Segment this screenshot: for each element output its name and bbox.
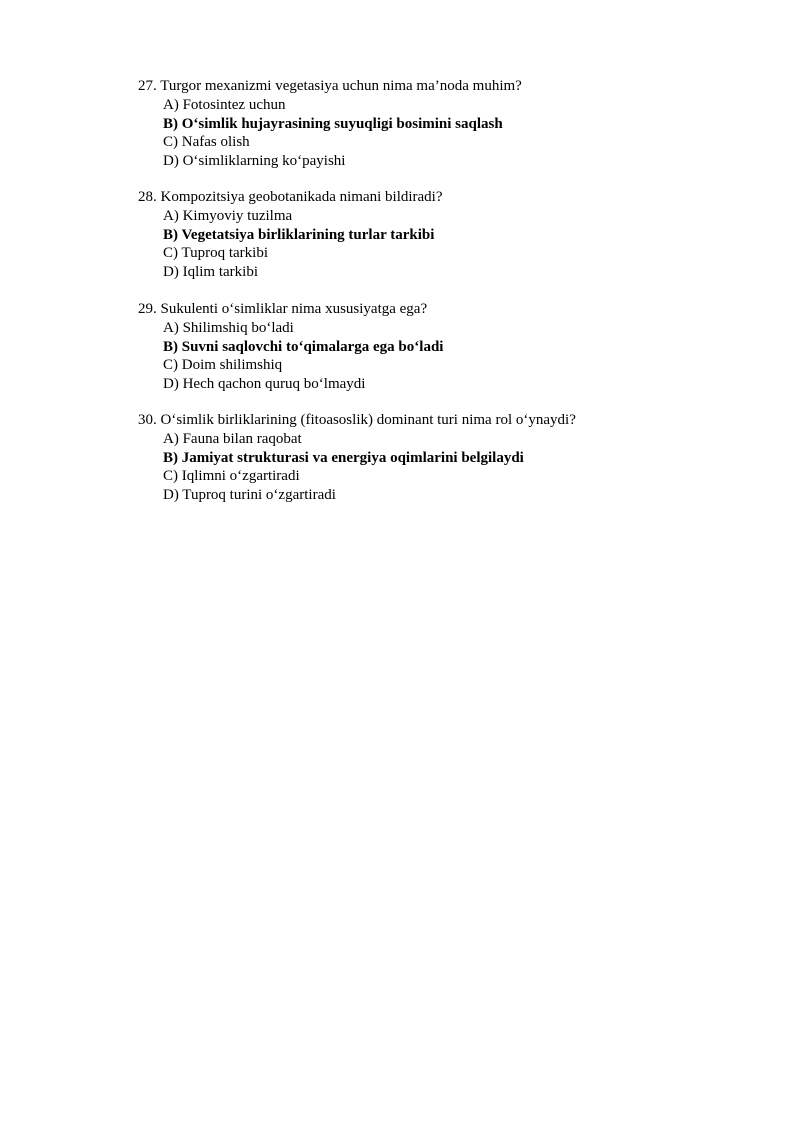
option-b-correct: B) O‘simlik hujayrasining suyuqligi bosimini saqlash: [163, 115, 503, 132]
option-c: C) Nafas olish: [163, 134, 250, 150]
option-a: A) Fauna bilan raqobat: [163, 431, 302, 447]
question-stem: 28. Kompozitsiya geobotanikada nimani bildiradi?: [138, 189, 443, 205]
question-stem: 29. Sukulenti o‘simliklar nima xususiyatga ega?: [138, 301, 428, 317]
question-29: [138, 300, 758, 393]
question-27: [138, 77, 758, 170]
option-a: A) Shilimshiq bo‘ladi: [163, 320, 294, 336]
option-d: D) Iqlim tarkibi: [163, 263, 258, 280]
question-28: [138, 188, 758, 281]
option-a: A) Fotosintez uchun: [163, 97, 286, 113]
question-stem: 27. Turgor mexanizmi vegetasiya uchun nima ma’noda muhim?: [138, 78, 522, 94]
option-d: D) Hech qachon quruq bo‘lmaydi: [163, 375, 366, 392]
question-stem: 30. O‘simlik birliklarining (fitoasoslik) dominant turi nima rol o‘ynaydi?: [138, 412, 576, 428]
option-c: C) Tuproq tarkibi: [163, 245, 269, 261]
question-30: [138, 411, 758, 504]
option-c: C) Iqlimni o‘zgartiradi: [163, 468, 300, 484]
option-b-correct: B) Suvni saqlovchi to‘qimalarga ega bo‘ladi: [163, 338, 444, 355]
option-d: D) Tuproq turini o‘zgartiradi: [163, 486, 336, 503]
option-a: A) Kimyoviy tuzilma: [163, 208, 293, 224]
option-b-correct: B) Vegetatsiya birliklarining turlar tarkibi: [163, 226, 435, 243]
option-c: C) Doim shilimshiq: [163, 357, 283, 373]
option-d: D) O‘simliklarning ko‘payishi: [163, 152, 346, 169]
option-b-correct: B) Jamiyat strukturasi va energiya oqimlarini belgilaydi: [163, 449, 524, 466]
